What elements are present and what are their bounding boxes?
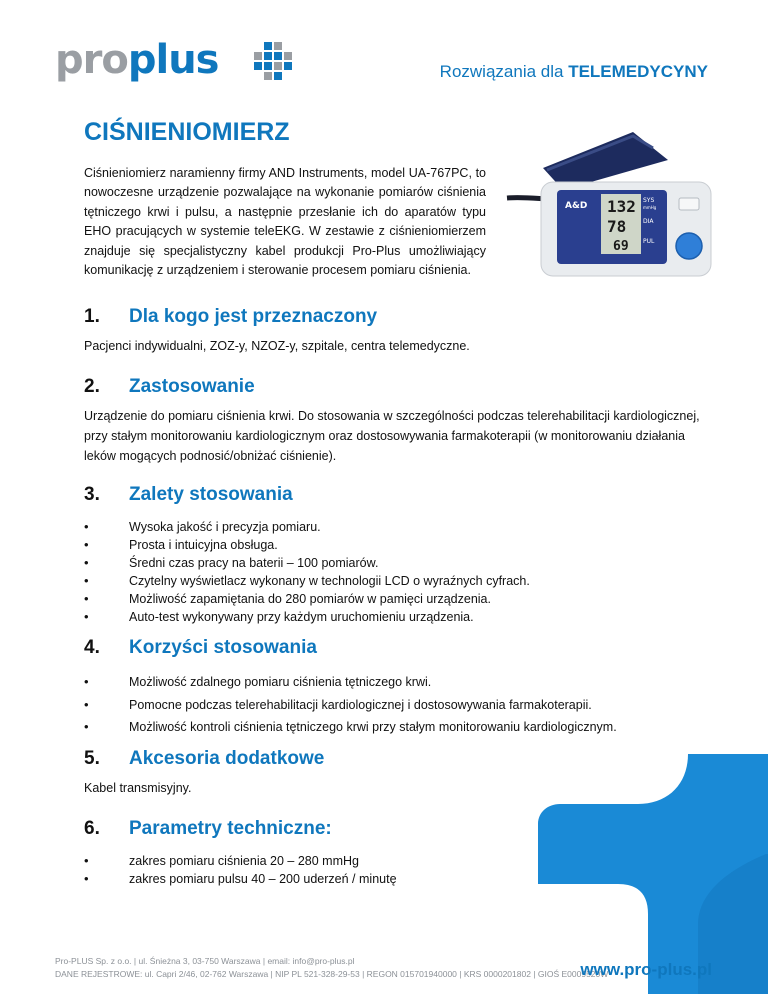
device-dia-label: DIA xyxy=(643,218,654,225)
list-item: • Czytelny wyświetlacz wykonany w technologii LCD o wyraźnych cyfrach. xyxy=(84,572,704,590)
page-title: CIŚNIENIOMIERZ xyxy=(84,118,290,146)
footer xyxy=(55,955,608,981)
section-1 xyxy=(84,306,704,356)
footer-line-2: DANE REJESTROWE: ul. Capri 2/46, 02-762 Warszawa | NIP PL 521-328-29-53 | REGON 015701940000 | KRS 0000201802 | GIOŚ E0009520W xyxy=(55,969,609,979)
section-3 xyxy=(84,484,704,626)
device-pul-value: 69 xyxy=(613,239,629,254)
list-item: • Średni czas pracy na baterii – 100 pomiarów. xyxy=(84,554,704,572)
section-4 xyxy=(84,637,704,739)
logo-plus: plus xyxy=(127,37,219,83)
section-number: 5. xyxy=(84,748,100,769)
device-pul-label: PUL xyxy=(643,238,655,245)
list-item: • zakres pomiaru ciśnienia 20 – 280 mmHg xyxy=(84,852,704,870)
device-memory-button xyxy=(679,198,699,210)
advantages-list xyxy=(84,518,704,626)
tagline xyxy=(440,62,708,82)
section-title: Zastosowanie xyxy=(129,376,255,397)
tagline-bold: TELEMEDYCYNY xyxy=(568,62,708,81)
list-item: • Wysoka jakość i precyzja pomiaru. xyxy=(84,518,704,536)
section-2 xyxy=(84,376,704,466)
device-start-button xyxy=(676,233,702,259)
section-number: 1. xyxy=(84,306,100,327)
section-title: Parametry techniczne: xyxy=(129,818,332,839)
list-item: • Auto-test wykonywany przy każdym uruchomieniu urządzenia. xyxy=(84,608,704,626)
list-item: • Prosta i intuicyjna obsługa. xyxy=(84,536,704,554)
section-title: Zalety stosowania xyxy=(129,484,293,505)
list-item: • Możliwość zdalnego pomiaru ciśnienia tętniczego krwi. xyxy=(84,671,704,694)
section-text: Urządzenie do pomiaru ciśnienia krwi. Do stosowania w szczególności podczas telerehabilitacji kardiologicznej, przy stałym monitorowaniu kardiologicznym oraz dostosowywania farmakoterapii (w monitorowaniu działania leków mogących podnosić/obniżać ciśnienie). xyxy=(84,409,700,463)
list-item: • zakres pomiaru pulsu 40 – 200 uderzeń / minutę xyxy=(84,870,704,888)
section-heading xyxy=(84,306,704,328)
logo-cross-icon xyxy=(247,42,295,82)
tagline-prefix: Rozwiązania dla xyxy=(439,62,564,81)
section-heading xyxy=(84,637,704,659)
device-unit: mmHg xyxy=(643,205,657,210)
section-number: 4. xyxy=(84,637,100,658)
blood-pressure-monitor-image xyxy=(503,130,723,280)
device-brand: A&D xyxy=(565,201,588,211)
section-number: 2. xyxy=(84,376,100,397)
section-heading xyxy=(84,376,704,398)
intro-paragraph: Ciśnieniomierz naramienny firmy AND Instruments, model UA-767PC, to nowoczesne urządzenie pozwalające na wykonanie pomiarów ciśnienia tętniczego krwi i pulsu, a następnie przesłanie ich do aparatów typu EHO pracujących w systemie teleEKG. W zestawie z ciśnieniomierzem znajduje się specjalistyczny kabel produkcji Pro-Plus umożliwiający komunikację z urządzeniem i sterowanie procesem pomiaru ciśnienia. xyxy=(84,166,486,278)
section-heading xyxy=(84,484,704,506)
device-sys-label: SYS xyxy=(643,197,655,204)
footer-line-1: Pro-PLUS Sp. z o.o. | ul. Śnieżna 3, 03-750 Warszawa | email: info@pro-plus.pl xyxy=(55,956,355,966)
section-title: Dla kogo jest przeznaczony xyxy=(129,306,378,327)
section-number: 3. xyxy=(84,484,100,505)
device-sys-value: 132 xyxy=(607,197,636,216)
logo-pro: pro xyxy=(55,37,128,83)
section-number: 6. xyxy=(84,818,100,839)
list-item: • Możliwość kontroli ciśnienia tętniczego krwi przy stałym monitorowaniu kardiologicznym. xyxy=(84,716,704,739)
list-item: • Pomocne podczas telerehabilitacji kardiologicznej i dostosowywania farmakoterapii. xyxy=(84,694,704,717)
section-text: Kabel transmisyjny. xyxy=(84,781,192,795)
logo xyxy=(55,37,219,83)
list-item: • Możliwość zapamiętania do 280 pomiarów w pamięci urządzenia. xyxy=(84,590,704,608)
section-title: Korzyści stosowania xyxy=(129,637,317,658)
section-title: Akcesoria dodatkowe xyxy=(129,748,325,769)
section-text: Pacjenci indywidualni, ZOZ-y, NZOZ-y, szpitale, centra telemedyczne. xyxy=(84,339,470,353)
device-dia-value: 78 xyxy=(607,217,627,236)
benefits-list xyxy=(84,671,704,739)
website-link[interactable]: www.pro-plus.pl xyxy=(580,960,712,979)
